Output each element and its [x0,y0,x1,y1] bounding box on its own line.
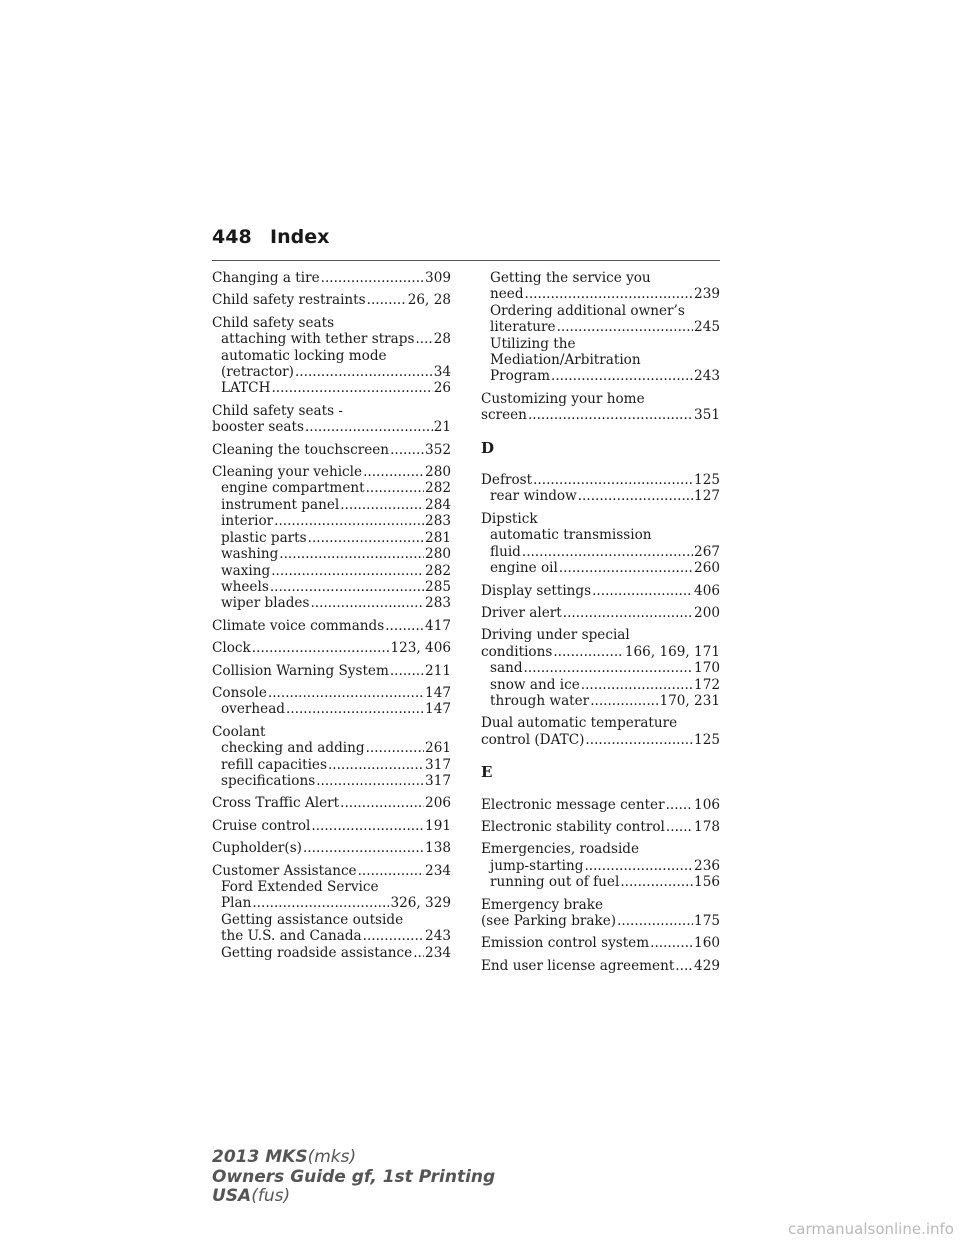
entry-term: LATCH [221,380,271,397]
index-subentry-line [212,895,451,911]
entry-page-ref: 211 [425,662,451,679]
index-column-left [212,270,451,967]
index-column-right [481,270,720,980]
index-entry [481,627,720,709]
dot-leader [274,513,424,529]
entry-term: Driver alert [481,604,562,621]
entry-page-ref: 243 [425,928,451,945]
dot-leader [666,797,693,813]
entry-term: Electronic stability control [481,818,665,835]
index-entry [481,583,720,599]
index-entry-line [481,819,720,835]
index-subentry-line [481,286,720,302]
index-entry [481,897,720,930]
index-entry [481,797,720,813]
entry-term: Driving under special [481,627,630,644]
index-subentry-line [481,352,720,368]
dot-leader [271,380,432,396]
index-entry-line [481,407,720,423]
entry-term: automatic locking mode [221,347,387,364]
index-subentry-line [212,757,451,773]
entry-page-ref: 236 [694,857,720,874]
index-entry-line [212,403,451,419]
index-entry-line [481,391,720,407]
index-subentry-line [212,701,451,717]
entry-term: Program [490,368,551,385]
entry-term: Coolant [212,723,266,740]
index-entry-line [212,442,451,458]
dot-leader [617,913,693,929]
entry-page-ref: 243 [694,368,720,385]
entry-term: through water [490,692,590,709]
index-subentry-line [481,527,720,543]
entry-term: Emergencies, roadside [481,841,640,858]
index-subentry-line [481,560,720,576]
entry-page-ref: 26 [433,380,451,397]
index-entry-line [481,897,720,913]
index-entry-line [212,818,451,834]
index-subentry-line [212,364,451,380]
index-entry [212,818,451,834]
entry-page-ref: 280 [425,464,451,481]
index-entry-line [481,511,720,527]
page-header [212,226,720,260]
entry-term: Child safety restraints [212,292,366,309]
index-subentry-line [481,677,720,693]
dot-leader [551,368,693,384]
dot-leader [311,818,424,834]
entry-term: End user license agreement [481,957,675,974]
entry-page-ref: 309 [425,270,451,286]
entry-page-ref: 352 [425,441,451,458]
index-subentry-line [212,912,451,928]
index-entry-line [212,292,451,308]
entry-term: rear window [490,488,577,505]
entry-page-ref: 417 [425,617,451,634]
index-entry [212,795,451,811]
entry-page-ref: 281 [425,529,451,546]
entry-page-ref: 160 [694,935,720,952]
index-subentry-line [212,497,451,513]
dot-leader [559,560,693,576]
entry-page-ref: 170, 231 [659,692,720,709]
index-entry [481,935,720,951]
index-subentry-line [481,368,720,384]
dot-leader [340,795,424,811]
dot-leader [286,701,424,717]
dot-leader [592,583,693,599]
entry-term: automatic transmission [490,527,652,544]
dot-leader [305,419,433,435]
entry-term: Cleaning your vehicle [212,464,363,481]
entry-page-ref: 26, 28 [407,292,451,309]
entry-page-ref: 317 [425,756,451,773]
index-subentry-line [212,513,451,529]
entry-term: Defrost [481,472,533,489]
index-subentry-line [212,928,451,944]
index-entry-line [212,464,451,480]
index-entry [212,315,451,397]
entry-term: snow and ice [490,676,580,693]
index-entry-line [481,913,720,929]
index-entry-line [481,958,720,974]
dot-leader [620,874,693,890]
entry-page-ref: 156 [694,874,720,891]
entry-page-ref: 125 [694,731,720,748]
dot-leader [363,464,424,480]
entry-page-ref: 34 [433,364,451,381]
index-entry-line [481,935,720,951]
entry-term: overhead [221,701,286,718]
index-subentry-line [212,480,451,496]
index-entry-line [212,419,451,435]
dot-leader [252,895,389,911]
dot-leader [367,292,407,308]
index-subentry-line [481,270,720,286]
index-entry [481,511,720,577]
entry-term: control (DATC) [481,731,585,748]
entry-page-ref: 234 [425,944,451,961]
entry-page-ref: 206 [425,795,451,812]
entry-term: Cruise control [212,817,311,834]
index-entry [481,472,720,505]
entry-page-ref: 200 [694,604,720,621]
index-entry-line [212,724,451,740]
dot-leader [366,480,424,496]
entry-page-ref: 166, 169, 171 [624,643,720,660]
dot-leader [413,945,424,961]
entry-term: wiper blades [221,595,310,612]
entry-page-ref: 125 [694,472,720,489]
dot-leader [310,595,424,611]
footer-line-model: 2013 MKS(mks) [212,1147,357,1167]
entry-term: need [490,286,524,303]
entry-term: wheels [221,578,269,595]
dot-leader [340,497,424,513]
index-subentry-line [212,773,451,789]
index-entry-line [481,605,720,621]
entry-page-ref: 284 [425,496,451,513]
entry-term: Child safety seats - [212,402,343,419]
index-entry [212,724,451,790]
entry-term: Collision Warning System [212,662,389,679]
entry-page-ref: 285 [425,578,451,595]
entry-term: waxing [221,562,271,579]
index-entry-line [212,640,451,656]
entry-term: running out of fuel [490,874,620,891]
entry-page-ref: 282 [425,480,451,497]
entry-term: Ordering additional owner’s [490,302,685,319]
dot-leader [308,530,424,546]
entry-page-ref: 170 [694,660,720,677]
entry-term: Ford Extended Service [221,879,379,895]
entry-page-ref: 429 [694,957,720,974]
index-subentry-line [481,544,720,560]
index-entry-line [212,315,451,331]
entry-term: Mediation/Arbitration [490,352,641,369]
entry-page-ref: 138 [425,840,451,857]
page-footer [212,1148,495,1207]
index-entry [481,391,720,424]
index-entry-line [481,627,720,643]
index-entry [481,715,720,748]
index-entry [212,270,451,286]
dot-leader [363,928,424,944]
entry-term: Customizing your home [481,390,645,407]
index-subentry-line [481,693,720,709]
dot-leader [528,407,693,423]
entry-page-ref: 175 [694,913,720,929]
index-entry-line [481,732,720,748]
entry-page-ref: 260 [694,560,720,577]
index-entry [212,863,451,961]
entry-term: (see Parking brake) [481,913,617,929]
index-subentry-line [481,303,720,319]
entry-term: Electronic message center [481,796,665,813]
dot-leader [268,685,424,701]
entry-page-ref: 245 [694,319,720,336]
index-subentry-line [481,874,720,890]
entry-term: Clock [212,640,251,657]
dot-leader [578,488,693,504]
entry-page-ref: 267 [694,543,720,560]
entry-term: Customer Assistance [212,862,357,879]
entry-page-ref: 239 [694,286,720,303]
entry-term: Emission control system [481,935,650,952]
index-entry [481,605,720,621]
index-subentry-line [212,530,451,546]
index-entry-line [481,715,720,731]
entry-page-ref: 326, 329 [390,895,451,912]
entry-page-ref: 261 [425,740,451,757]
entry-page-ref: 406 [694,582,720,599]
dot-leader [385,618,424,634]
dot-leader [581,677,693,693]
entry-page-ref: 21 [433,419,451,436]
dot-leader [584,858,693,874]
entry-term: Cupholder(s) [212,840,302,857]
index-subentry-line [212,579,451,595]
dot-leader [279,546,424,562]
entry-term: Dual automatic temperature [481,715,678,732]
entry-page-ref: 191 [425,817,451,834]
entry-page-ref: 283 [425,595,451,612]
watermark-text: carmanualsonline.info [788,1220,954,1238]
entry-term: attaching with tether straps [221,331,415,348]
index-entry [212,640,451,656]
index-entry [212,685,451,718]
dot-leader [553,644,624,660]
index-subentry-line [481,336,720,352]
entry-term: conditions [481,643,553,660]
entry-page-ref: 234 [425,862,451,879]
entry-term: Plan [221,895,252,912]
header-divider [212,260,720,261]
entry-term: Climate voice commands [212,617,385,634]
entry-term: plastic parts [221,529,307,546]
entry-term: Cross Traffic Alert [212,795,340,812]
entry-term: checking and adding [221,740,365,757]
index-subentry-line [212,595,451,611]
page-number: 448 [212,226,252,248]
index-subentry-line [481,660,720,676]
entry-term: interior [221,513,274,530]
entry-term: jump-starting [490,857,584,874]
index-entry-line [212,685,451,701]
dot-leader [563,605,693,621]
entry-page-ref: 106 [694,796,720,813]
index-entry-line [481,841,720,857]
dot-leader [675,958,693,974]
dot-leader [271,563,424,579]
entry-term: Getting the service you [490,270,651,286]
entry-term: engine oil [490,560,558,577]
index-subentry-line [212,331,451,347]
dot-leader [533,472,693,488]
footer-line-region: USA(fus) [212,1186,291,1206]
dot-leader [525,286,694,302]
entry-page-ref: 283 [425,513,451,530]
entry-page-ref: 178 [694,818,720,835]
index-entry-line [481,644,720,660]
index-entry [481,841,720,890]
entry-term: the U.S. and Canada [221,928,362,945]
entry-term: Child safety seats [212,314,335,331]
entry-term: Emergency brake [481,896,604,913]
entry-page-ref: 127 [694,488,720,505]
section-letter: D [481,438,495,457]
index-entry [481,819,720,835]
index-subentry-line [212,546,451,562]
entry-term: Display settings [481,582,592,599]
section-letter: E [481,763,493,782]
entry-term: booster seats [212,419,304,436]
entry-term: Getting roadside assistance [221,944,413,961]
index-subentry-line [212,563,451,579]
index-entry [212,618,451,634]
index-entry-line [212,795,451,811]
index-entry-line [481,583,720,599]
entry-page-ref: 123, 406 [390,640,451,657]
index-subentry-line [212,740,451,756]
index-subentry-line [481,488,720,504]
dot-leader [390,663,424,679]
dot-leader [316,773,424,789]
index-subentry-line [212,945,451,961]
dot-leader [270,579,424,595]
index-entry [212,840,451,856]
entry-term: Getting assistance outside [221,911,404,928]
index-subentry-line [481,319,720,335]
entry-term: Changing a tire [212,270,320,286]
entry-page-ref: 282 [425,562,451,579]
entry-term: instrument panel [221,496,340,513]
entry-term: specifications [221,772,316,789]
index-subentry-line [212,879,451,895]
entry-term: Cleaning the touchscreen [212,441,390,458]
entry-page-ref: 351 [694,407,720,424]
index-entry [212,403,451,436]
index-entry-line [212,863,451,879]
dot-leader [590,693,658,709]
dot-leader [252,640,390,656]
entry-page-ref: 280 [425,546,451,563]
entry-page-ref: 172 [694,676,720,693]
dot-leader [366,740,424,756]
entry-term: screen [481,407,527,424]
entry-term: washing [221,546,279,563]
entry-page-ref: 147 [425,684,451,701]
entry-term: literature [490,319,556,336]
dot-leader [321,270,424,286]
dot-leader [415,331,432,347]
entry-term: Utilizing the [490,335,576,352]
entry-term: (retractor) [221,364,294,381]
index-entry [212,663,451,679]
entry-page-ref: 28 [433,331,451,348]
index-entry [212,292,451,308]
index-entry-line [212,663,451,679]
entry-term: Dipstick [481,510,538,527]
dot-leader [295,364,433,380]
dot-leader [522,544,693,560]
index-subentry-line [481,858,720,874]
index-entry-line [212,840,451,856]
index-entry [212,464,451,612]
index-entry-line [212,618,451,634]
entry-page-ref: 317 [425,772,451,789]
dot-leader [358,863,424,879]
index-entry-line [212,270,451,286]
index-subentry-line [212,380,451,396]
entry-term: engine compartment [221,480,365,497]
entry-term: sand [490,660,523,677]
dot-leader [390,442,424,458]
dot-leader [524,660,694,676]
dot-leader [557,319,693,335]
index-entry [212,442,451,458]
dot-leader [585,732,693,748]
entry-page-ref: 147 [425,701,451,718]
entry-term: Console [212,684,267,701]
index-entry [481,958,720,974]
dot-leader [328,757,424,773]
index-entry-line [481,797,720,813]
dot-leader [650,935,693,951]
footer-line-guide: Owners Guide gf, 1st Printing [212,1166,496,1187]
index-entry [481,270,720,385]
entry-term: refill capacities [221,756,327,773]
entry-term: fluid [490,543,521,560]
dot-leader [666,819,693,835]
page-title: Index [270,226,330,248]
dot-leader [303,840,424,856]
index-subentry-line [212,348,451,364]
index-entry-line [481,472,720,488]
